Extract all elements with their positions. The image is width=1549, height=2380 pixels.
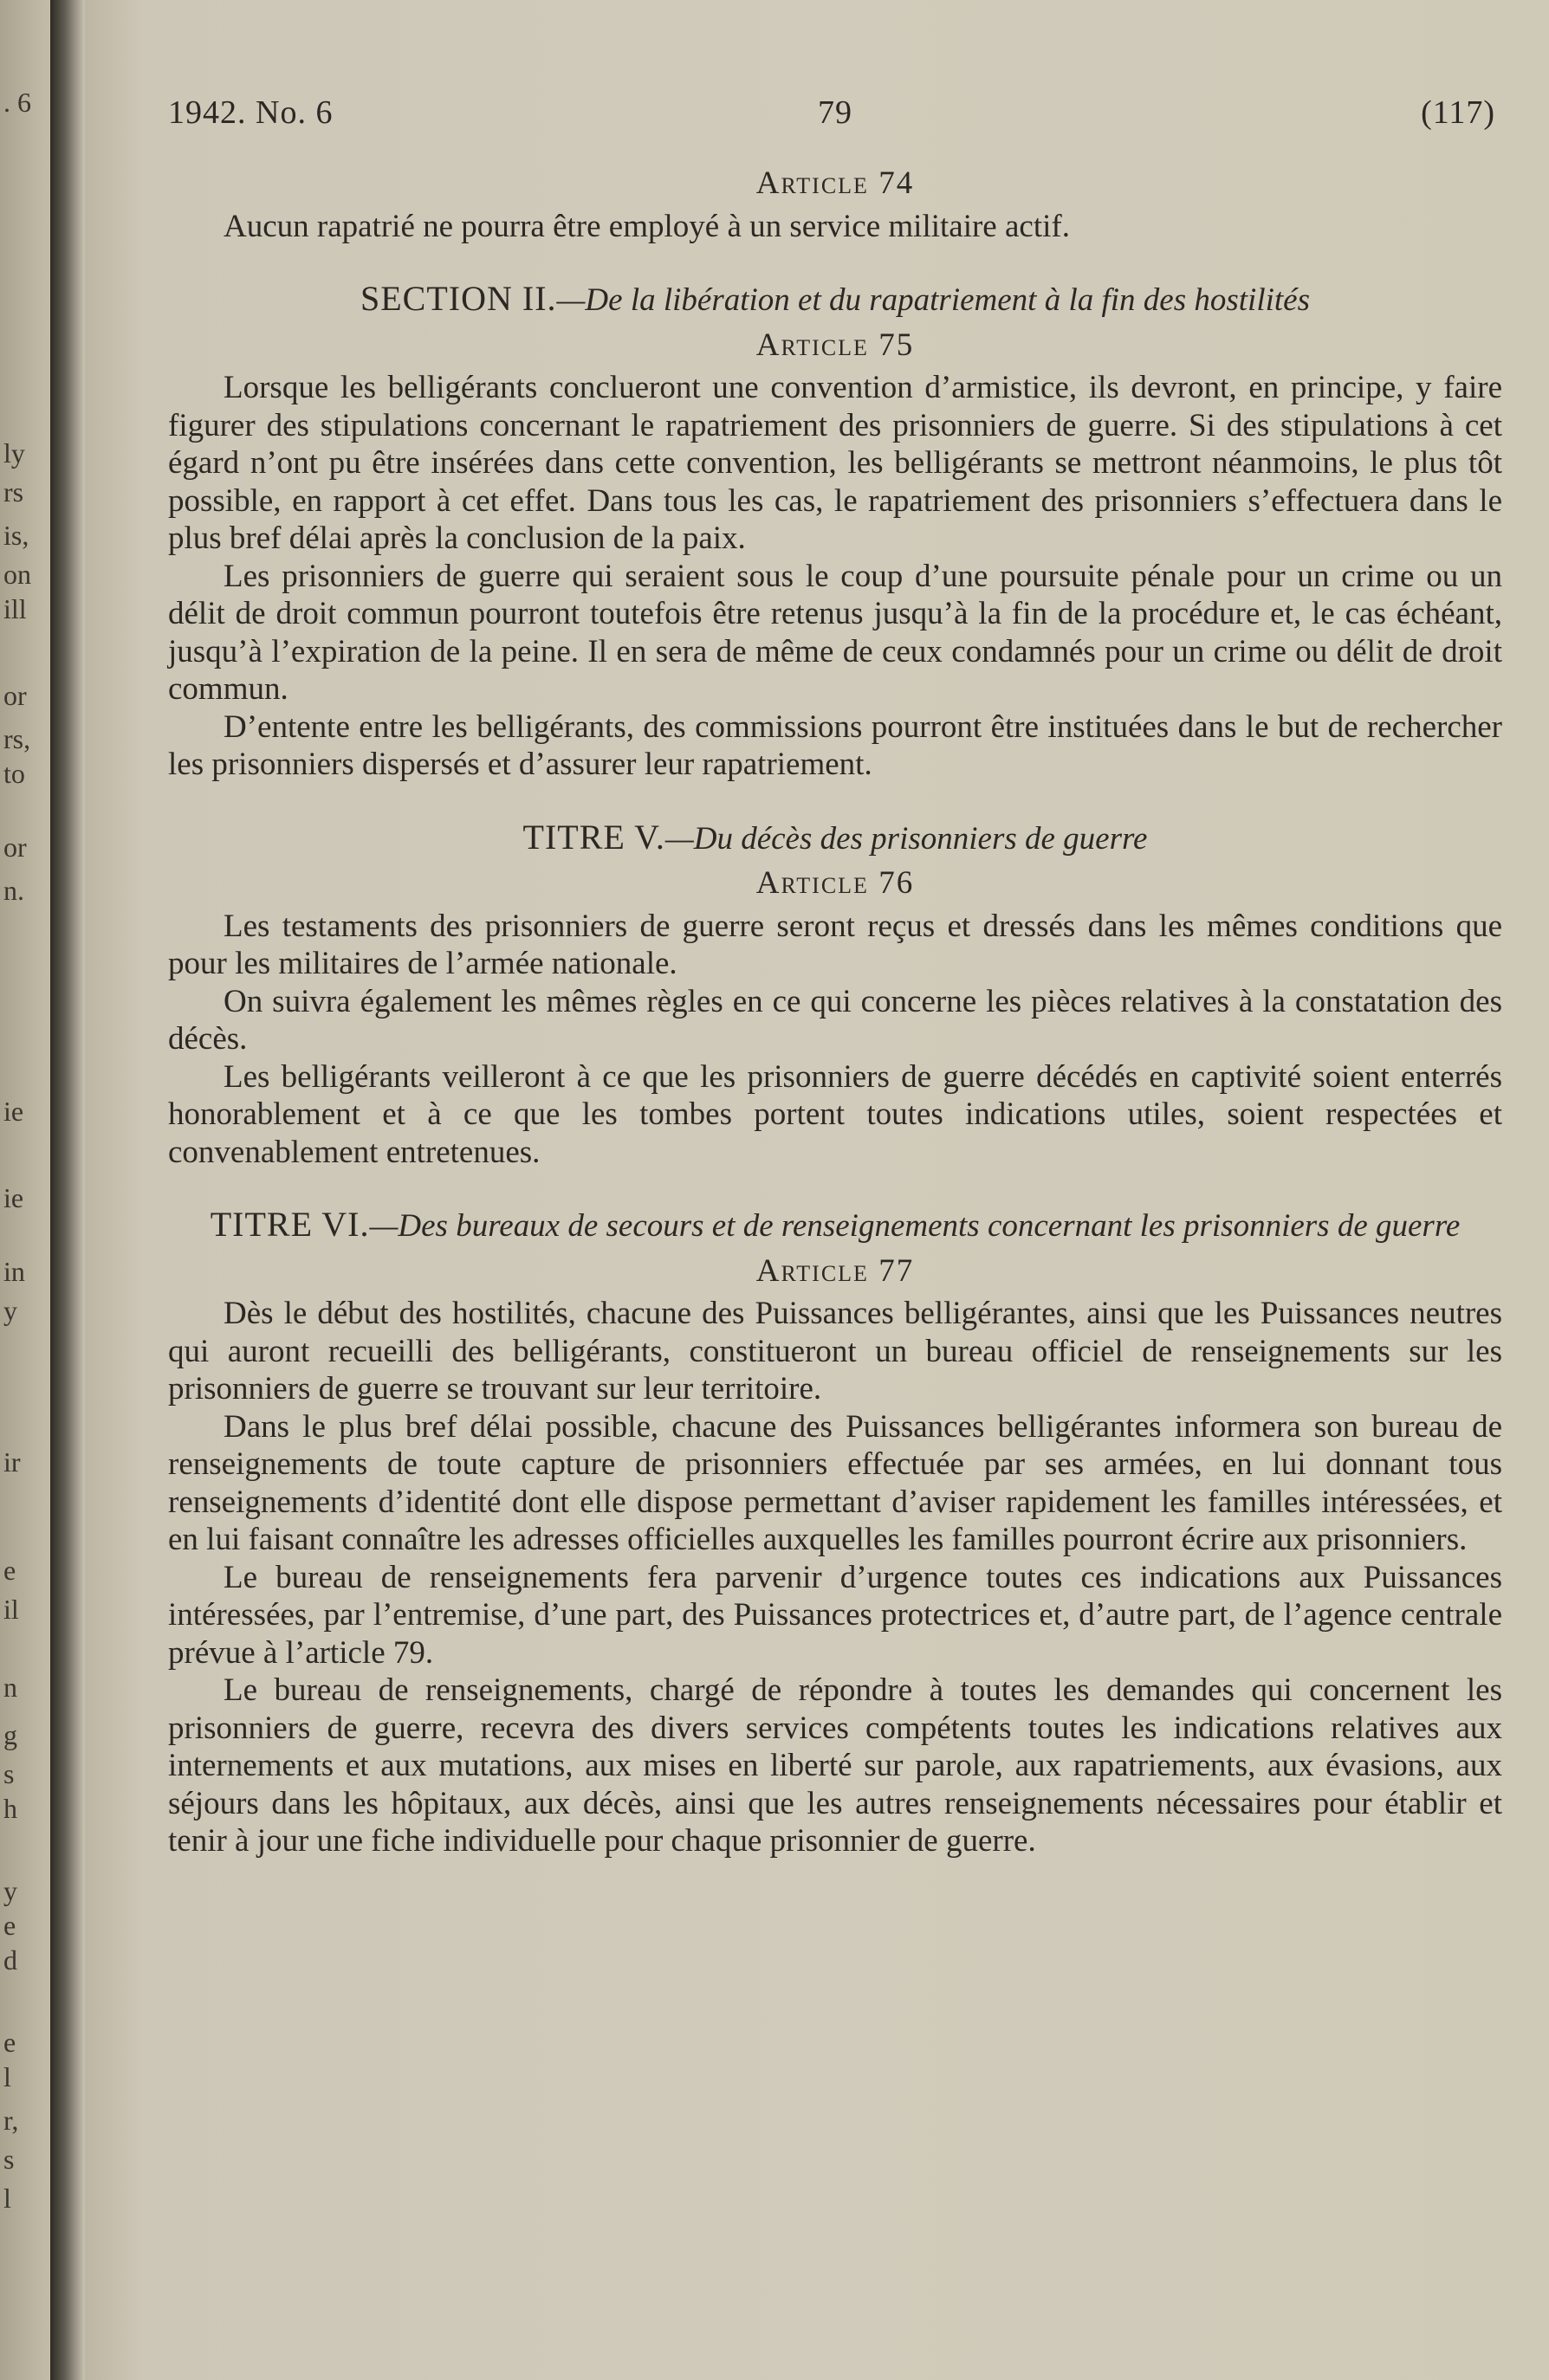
- header-page-number-alt: (117): [1421, 94, 1495, 131]
- section-heading: [168, 818, 1502, 858]
- facing-page-fragment: y: [3, 1875, 17, 1906]
- facing-page-fragment: l: [3, 2061, 11, 2092]
- facing-page-fragment: e: [3, 1555, 16, 1586]
- facing-page-fragment: or: [3, 680, 27, 711]
- document-body: [168, 165, 1502, 1860]
- article-heading: Article 74: [755, 165, 915, 201]
- paragraph: Dès le début des hostilités, chacune des Puissances belligérantes, ainsi que les Puissances neutres qui auront recueilli des belligérants, constitueront un bureau officiel de renseignements sur les prisonniers de guerre se trouvant sur leur territoire.: [168, 1296, 1502, 1407]
- spacer: [168, 1245, 1502, 1252]
- paragraph: Lorsque les belligérants conclueront une convention d’armistice, ils devront, en principe, y faire figurer des stipulations concernant le rapatriement des prisonniers de guerre. Si des stipulations à cet égard n’ont pu être insérées dans cette convention, les belligérants se mettront néanmoins, le plus tôt possible, en rapport à cet effet. Dans tous les cas, le rapatriement des prisonniers s’effectuera dans le plus bref délai après la conclusion de la paix.: [168, 370, 1502, 556]
- paragraph: Les prisonniers de guerre qui seraient sous le coup d’une poursuite pénale pour un crime ou un délit de droit commun pourront toutefois être retenus jusqu’à la fin de la procédure et, le cas échéant, jusqu’à l’expiration de la peine. Il en sera de même de ceux condamnés pour un crime ou délit de droit commun.: [168, 558, 1502, 707]
- article-heading: Article 75: [755, 327, 915, 363]
- spacer: [168, 784, 1502, 818]
- facing-page-fragment: h: [3, 1793, 17, 1824]
- paragraph: Les belligérants veilleront à ce que les prisonniers de guerre décédés en captivité soient enterrés honorablement et à ce que les tombes portent toutes indications utiles, soient respectées et convenablement entretenues.: [168, 1058, 1502, 1170]
- spacer: [168, 857, 1502, 864]
- article-heading: Article 76: [755, 865, 915, 901]
- facing-page-fragment: s: [3, 1758, 15, 1789]
- paragraph: Dans le plus bref délai possible, chacune des Puissances belligérantes informera son bureau de renseignements de toute capture de prisonniers effectuée par ses armées, en lui donnant tous renseignements d’identité dont elle dispose permettant d’aviser rapidement les familles intéressées, et en lui faisant connaître les adresses officielles auxquelles les familles pourront écrire aux prisonniers.: [168, 1408, 1502, 1557]
- document-page: [85, 0, 1549, 2380]
- paragraph: Le bureau de renseignements fera parvenir d’urgence toutes ces indications aux Puissances intéressées, par l’entremise, d’une part, des Puissances protectrices et, d’autre part, de l’agence centrale prévue à l’article 79.: [168, 1559, 1502, 1671]
- paragraph: Aucun rapatrié ne pourra être employé à un service militaire actif.: [224, 208, 1070, 244]
- spacer: [168, 245, 1502, 280]
- facing-page-fragment: rs,: [3, 723, 31, 754]
- section-heading-number: TITRE V.: [522, 817, 665, 857]
- facing-page-fragment: n.: [3, 875, 24, 906]
- section-heading: [168, 1206, 1502, 1245]
- section-heading: [168, 280, 1502, 320]
- book-gutter-shadow: [50, 0, 85, 2380]
- facing-page-fragment: s: [3, 2144, 15, 2175]
- facing-page-fragment: il: [3, 1594, 19, 1625]
- facing-page-fragment: . 6: [3, 87, 31, 118]
- facing-page-fragment: d: [3, 1944, 17, 1976]
- facing-page-fragment: or: [3, 831, 27, 863]
- facing-page-fragment: e: [3, 1910, 16, 1941]
- facing-page-fragment: y: [3, 1295, 17, 1326]
- section-heading-number: TITRE VI.: [210, 1205, 370, 1244]
- section-heading-title: —Des bureaux de secours et de renseignements concernant les prisonniers de guerre: [369, 1208, 1461, 1244]
- spacer: [168, 320, 1502, 327]
- paragraph: On suivra également les mêmes règles en ce qui concerne les pièces relatives à la constatation des décès.: [168, 983, 1502, 1057]
- header-page-number: 79: [818, 94, 852, 131]
- facing-page-fragment: ill: [3, 593, 27, 624]
- paragraph: D’entente entre les belligérants, des commissions pourront être instituées dans le but de rechercher les prisonniers dispersés et d’assurer leur rapatriement.: [168, 708, 1502, 782]
- facing-page-fragment: r,: [3, 2105, 19, 2136]
- article-heading: Article 77: [755, 1252, 915, 1289]
- facing-page-fragment: in: [3, 1256, 25, 1287]
- facing-page-fragment: n: [3, 1672, 17, 1703]
- facing-page-edge: [0, 0, 50, 2380]
- section-heading-title: —Du décès des prisonniers de guerre: [664, 820, 1148, 857]
- spacer: [168, 1171, 1502, 1206]
- facing-page-fragment: to: [3, 758, 25, 789]
- running-header: [168, 94, 1502, 137]
- paragraph: Le bureau de renseignements, chargé de répondre à toutes les demandes qui concernent les prisonniers de guerre, recevra des divers services compétents toutes les indications relatives aux internements et aux mutations, aux mises en liberté sur parole, aux rapatriements, aux évasions, aux séjours dans les hôpitaux, aux décès, ainsi que les autres renseignements nécessaires pour établir et tenir à jour une fiche individuelle pour chaque prisonnier de guerre.: [168, 1672, 1502, 1859]
- facing-page-fragment: ie: [3, 1182, 24, 1213]
- facing-page-fragment: ly: [3, 437, 25, 469]
- facing-page-fragment: on: [3, 559, 31, 590]
- facing-page-fragment: ir: [3, 1446, 21, 1478]
- facing-page-fragment: e: [3, 2027, 16, 2058]
- paragraph: Les testaments des prisonniers de guerre seront reçus et dressés dans les mêmes conditions que pour les militaires de l’armée nationale.: [168, 908, 1502, 981]
- section-heading-number: SECTION II.: [360, 279, 557, 318]
- facing-page-fragment: g: [3, 1719, 17, 1750]
- facing-page-fragment: rs: [3, 476, 24, 508]
- facing-page-fragment: ie: [3, 1096, 24, 1127]
- facing-page-fragment: is,: [3, 520, 29, 551]
- header-year-issue: 1942. No. 6: [168, 94, 334, 131]
- facing-page-fragment: l: [3, 2183, 11, 2214]
- section-heading-title: —De la libération et du rapatriement à la fin des hostilités: [556, 282, 1310, 318]
